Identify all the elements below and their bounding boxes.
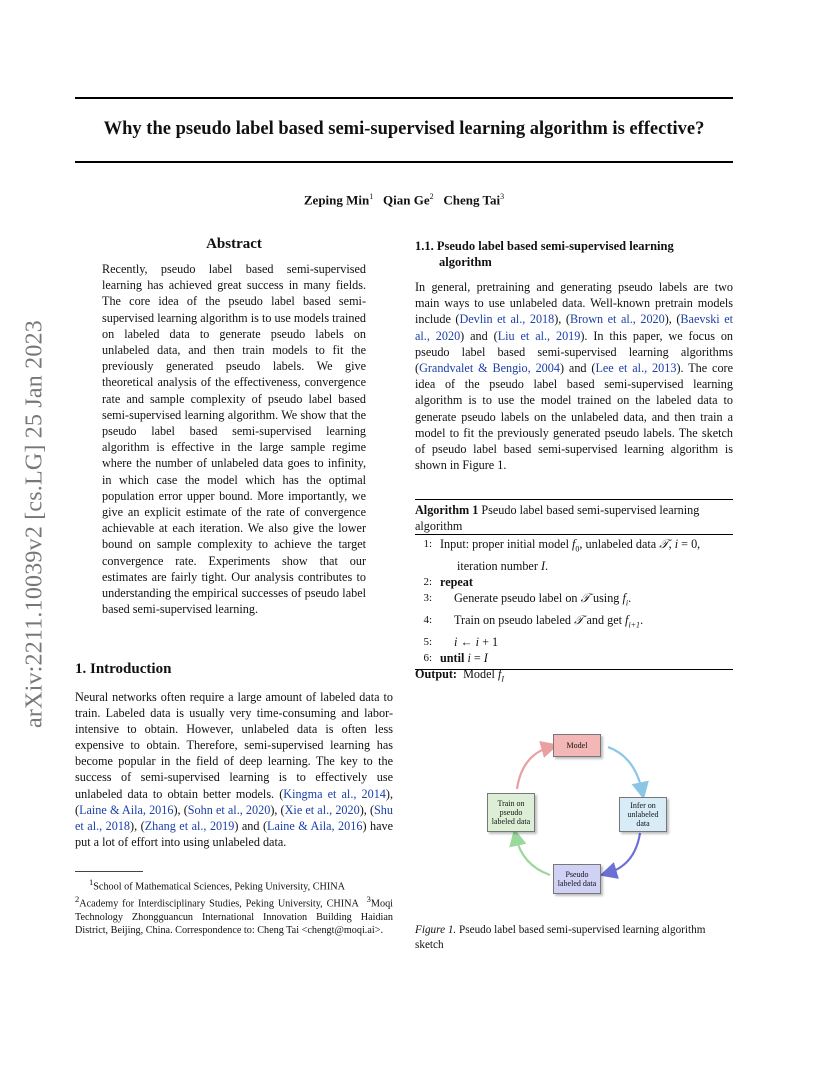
citation-link[interactable]: Shu et al., 2018 [75, 802, 393, 833]
body-text: ) have put a lot of effort into using unlabeled data. [75, 818, 393, 849]
line-number: 1: [423, 538, 432, 550]
citation-link[interactable]: Sohn et al., 2020 [187, 802, 271, 817]
body-text: ) and ( [234, 818, 268, 833]
body-text: ), ( [359, 802, 375, 817]
diagram-node-model: Model [553, 734, 601, 757]
line-number: 4: [423, 614, 432, 627]
footnote-text: Academy for Interdisciplinary Studies, Peking University, CHINA [79, 898, 359, 910]
subsection-title: Pseudo label based semi-supervised learning [436, 239, 674, 253]
arrow-pseudo-to-train [516, 837, 550, 875]
author-name: Cheng Tai [443, 192, 501, 208]
algorithm-text: Train on pseudo labeled [454, 613, 575, 628]
subsection-heading [415, 238, 733, 270]
figure-caption-text: Pseudo label based semi-supervised learning algorithm sketch [415, 924, 706, 951]
arrow-train-to-model [517, 747, 550, 789]
body-text: ), ( [554, 312, 570, 327]
algorithm-line: 6: until i = I [415, 650, 733, 666]
algorithm-text: Input: proper initial model [440, 537, 573, 551]
algorithm-keyword: repeat [440, 575, 473, 590]
footnote [75, 876, 393, 937]
algorithm-text: and get [583, 613, 626, 628]
algorithm-line [415, 574, 733, 590]
abstract-heading: Abstract [206, 236, 262, 252]
arxiv-watermark: arXiv:2211.10039v2 [cs.LG] 25 Jan 2023 [21, 320, 48, 728]
algorithm-text: Model [463, 667, 498, 682]
citation-link[interactable]: Lee et al., 2013 [595, 361, 677, 376]
arrow-model-to-infer [608, 747, 642, 791]
arrow-infer-to-pseudo [608, 833, 640, 873]
paper-title: Why the pseudo label based semi-supervised learning algorithm is effective? [103, 119, 705, 139]
algorithm-text: , unlabeled data [579, 537, 660, 551]
line-number: 6: [423, 652, 432, 665]
citation-link[interactable]: Zhang et al., 2019 [144, 818, 235, 833]
body-text: ). In this paper, we focus on pseudo label based semi-supervised learning algorithms ( [415, 328, 734, 376]
author-name: Qian Ge [383, 192, 430, 208]
algorithm-line: 5: i ← i + 1 [415, 634, 733, 650]
figure-caption [415, 923, 733, 953]
line-number: 2: [423, 576, 432, 589]
body-text: ). The core idea of the pseudo label based semi-supervised learning algorithm is to use the model trained on the labeled data to generate pseudo labels on the unlabeled data, and then train a model to fit the previously generated pseudo labels. The sketch of pseudo label based semi-supervised learning algorithm is shown in Figure 1. [415, 361, 734, 473]
subsection-number: 1.1. [415, 239, 434, 253]
algorithm-caption [415, 502, 733, 534]
algorithm-keyword: until [440, 651, 465, 666]
algorithm-bottom-rule [415, 669, 733, 670]
subsection-paragraph [415, 279, 733, 473]
section-heading-introduction: 1. Introduction [75, 661, 172, 677]
footnote-rule [75, 871, 143, 872]
author-affiliation: 2 [429, 192, 434, 201]
algorithm-label: Algorithm 1 [415, 503, 479, 517]
algorithm-line: iteration number I. [457, 558, 549, 573]
diagram-node-pseudo: Pseudo labeled data [553, 864, 601, 894]
footnote-line: $^2$Academy for Interdisciplinary Studies, Peking University, CHINA $^3$Moqi Technology Zhongguancun International Innovation Building Haidian District, Beijing, China. Correspondence to: Cheng Tai <chengt@moqi.ai>. [75, 894, 393, 936]
title-top-rule [75, 97, 733, 99]
author-name: Zeping Min [303, 192, 370, 208]
algorithm-output: Output: Model $f_I$ [415, 667, 505, 684]
algorithm-top-rule [415, 499, 733, 500]
citation-link[interactable]: Laine & Aila, 2016 [79, 802, 174, 817]
body-text: ) and ( [460, 328, 498, 343]
body-text: ), ( [664, 312, 681, 327]
body-text: ), ( [173, 802, 188, 817]
line-number: 3: [423, 592, 432, 605]
diagram-node-train: Train on pseudo labeled data [487, 793, 535, 832]
citation-link[interactable]: Liu et al., 2019 [497, 328, 581, 343]
algorithm-line: 3: Generate pseudo label on 𝒯 using $f_i$. [415, 590, 733, 612]
footnote-line: $^1$School of Mathematical Sciences, Peking University, CHINA [89, 877, 345, 893]
diagram-node-infer: Infer on unlabeled data [619, 797, 667, 832]
algorithm-line: 1: Input: proper initial model $f_0$, unlabeled data 𝒯, i = 0, [415, 536, 733, 558]
body-text: ), ( [75, 786, 393, 817]
citation-link[interactable]: Devlin et al., 2018 [459, 312, 555, 327]
footnote-text: Moqi Technology Zhongguancun International Innovation Building Haidian District, Beijing, China. Correspondence to: Cheng Tai <chengt@moqi.ai>. [75, 898, 393, 936]
citation-link[interactable]: Brown et al., 2020 [569, 312, 665, 327]
body-text: ), ( [270, 802, 285, 817]
algorithm-text: Generate pseudo label on [454, 591, 581, 606]
citation-link[interactable]: Xie et al., 2020 [284, 802, 360, 817]
citation-link[interactable]: Kingma et al., 2014 [283, 786, 386, 801]
author-list [75, 192, 733, 208]
footnote-text: School of Mathematical Sciences, Peking University, CHINA [93, 881, 345, 893]
line-number: 5: [423, 635, 432, 648]
citation-link[interactable]: Laine & Aila, 2016 [267, 818, 363, 833]
algorithm-text: using [589, 591, 623, 606]
algorithm-keyword: Output: [415, 667, 457, 682]
abstract-body: Recently, pseudo label based semi-supervised learning has achieved great success in many fields. The core idea of the pseudo label based semi-supervised learning algorithm is to use models trained on labeled data to generate pseudo labels on unlabeled data, and then train models to fit the previously generated pseudo labels. We give theoretical analysis of the effectiveness, convergence rate and sample complexity of pseudo label based semi-supervised learning algorithm. We show that the pseudo label based semi-supervised learning algorithm is effective in the large sample regime where the number of unlabeled data goes to infinity, in which case the model which has the optimal population error upper bound. More importantly, we give an explicit estimate of the rate of convergence achievable at each iteration. We also give the lower bound on sample complexity to achieve the target convergence rate. Experiments show that our estimates are fairly tight. Our analysis contributes to understanding the empirical successes of pseudo label based semi-supervised learning. [102, 262, 366, 617]
algorithm-caption-text: Pseudo label based semi-supervised learning algorithm [415, 503, 700, 533]
citation-link[interactable]: Grandvalet & Bengio, 2004 [419, 361, 560, 376]
algorithm-text: , [668, 537, 675, 551]
algorithm-body [415, 536, 733, 688]
citation-link[interactable]: Baevski et al., 2020 [415, 312, 733, 343]
algorithm-text: iteration number [457, 558, 541, 573]
algorithm-mid-rule [415, 534, 733, 535]
subsection-title-cont: algorithm [439, 255, 492, 269]
body-text: ) and ( [559, 361, 596, 376]
author-affiliation: 3 [500, 192, 505, 201]
title-bottom-rule [75, 161, 733, 163]
algorithm-line: 4: Train on pseudo labeled 𝒯 and get $f_{i+1}$. [415, 612, 733, 634]
figure-label: Figure 1. [415, 924, 457, 936]
introduction-paragraph [75, 689, 393, 850]
body-text: In general, pretraining and generating pseudo labels are two main ways to use unlabeled data. Well-known pretrain models include ( [415, 280, 733, 327]
body-text: ), ( [130, 818, 145, 833]
body-text: Neural networks often require a large amount of labeled data to train. Labeled data is usually very time-consuming and labor-intensive to obtain. However, unlabeled data is often less expensive to obtain. Therefore, semi-supervised learning has become popular in the field of deep learning. The key to the success of semi-supervised learning is to effectively use unlabeled data to obtain better models. ( [75, 690, 393, 801]
author-affiliation: 1 [369, 192, 374, 201]
